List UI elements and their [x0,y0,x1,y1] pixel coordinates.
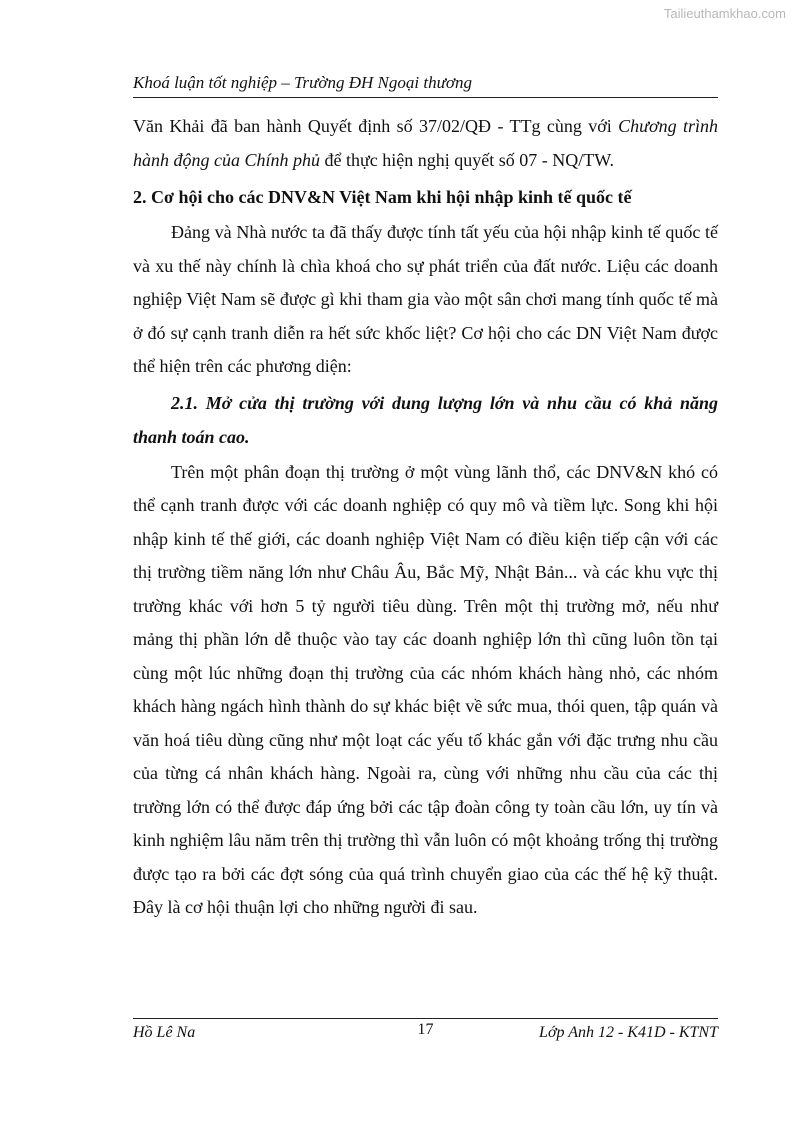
intro-text-part2: để thực hiện nghị quyết số 07 - NQ/TW. [320,149,615,170]
section2-paragraph: Đảng và Nhà nước ta đã thấy được tính tất yếu của hội nhập kinh tế quốc tế và xu thế này chính là chìa khoá cho sự phát triển của đất nước. Liệu các doanh nghiệp Việt Nam sẽ được gì khi tham gia vào một sân chơi mang tính quốc tế mà ở đó sự cạnh tranh diễn ra hết sức khốc liệt? Cơ hội cho các DN Việt Nam được thể hiện trên các phương diện: [133,222,718,376]
watermark: Tailieuthamkhao.com [663,6,786,21]
intro-text-italic: Chương trình hành động của Chính phủ [133,116,718,170]
footer-author: Hồ Lê Na [133,1024,196,1041]
page-content [133,110,718,925]
page-header: Khoá luận tốt nghiệp – Trường ĐH Ngoại thương [133,71,718,98]
page-footer [133,1018,718,1045]
intro-text-part1: Văn Khải đã ban hành Quyết định số 37/02/QĐ - TTg cùng với [133,116,619,136]
footer-class-name: Lớp Anh 12 - K41D - KTNT [539,1024,718,1041]
subsection21-paragraph: Trên một phân đoạn thị trường ở một vùng lãnh thổ, các DNV&N khó có thể cạnh tranh được với các doanh nghiệp có quy mô và tiềm lực. Song khi hội nhập kinh tế thế giới, các doanh nghiệp Việt Nam có điều kiện tiếp cận với các thị trường tiềm năng lớn như Châu Âu, Bắc Mỹ, Nhật Bản... và các khu vực thị trường khác với hơn 5 tỷ người tiêu dùng. Trên một thị trường mở, nếu như mảng thị phần lớn dễ thuộc vào tay các doanh nghiệp lớn thì cũng luôn tồn tại cùng một lúc những đoạn thị trường của các nhóm khách hàng nhỏ, các nhóm khách hàng ngách hình thành do sự khác biệt về sức mua, thói quen, tập quán và văn hoá tiêu dùng cũng như một loạt các yếu tố khác gắn với đặc trưng nhu cầu của từng cá nhân khách hàng. Ngoài ra, cùng với những nhu cầu của các thị trường lớn có thể được đáp ứng bởi các tập đoàn công ty toàn cầu lớn, uy tín và kinh nghiệm lâu năm trên thị trường thì vẫn luôn có một khoảng trống thị trường được tạo ra bởi các đợt sóng của quá trình chuyển giao của các thế hệ kỹ thuật. Đây là cơ hội thuận lợi cho những người đi sau. [133,461,718,917]
intro-paragraph [133,110,718,177]
section-heading-2: 2. Cơ hội cho các DNV&N Việt Nam khi hội nhập kinh tế quốc tế [133,187,632,207]
subsection-heading-2-1: 2.1. Mở cửa thị trường với dung lượng lớn và nhu cầu có khả năng thanh toán cao. [133,392,718,447]
page-number: 17 [417,1021,434,1038]
